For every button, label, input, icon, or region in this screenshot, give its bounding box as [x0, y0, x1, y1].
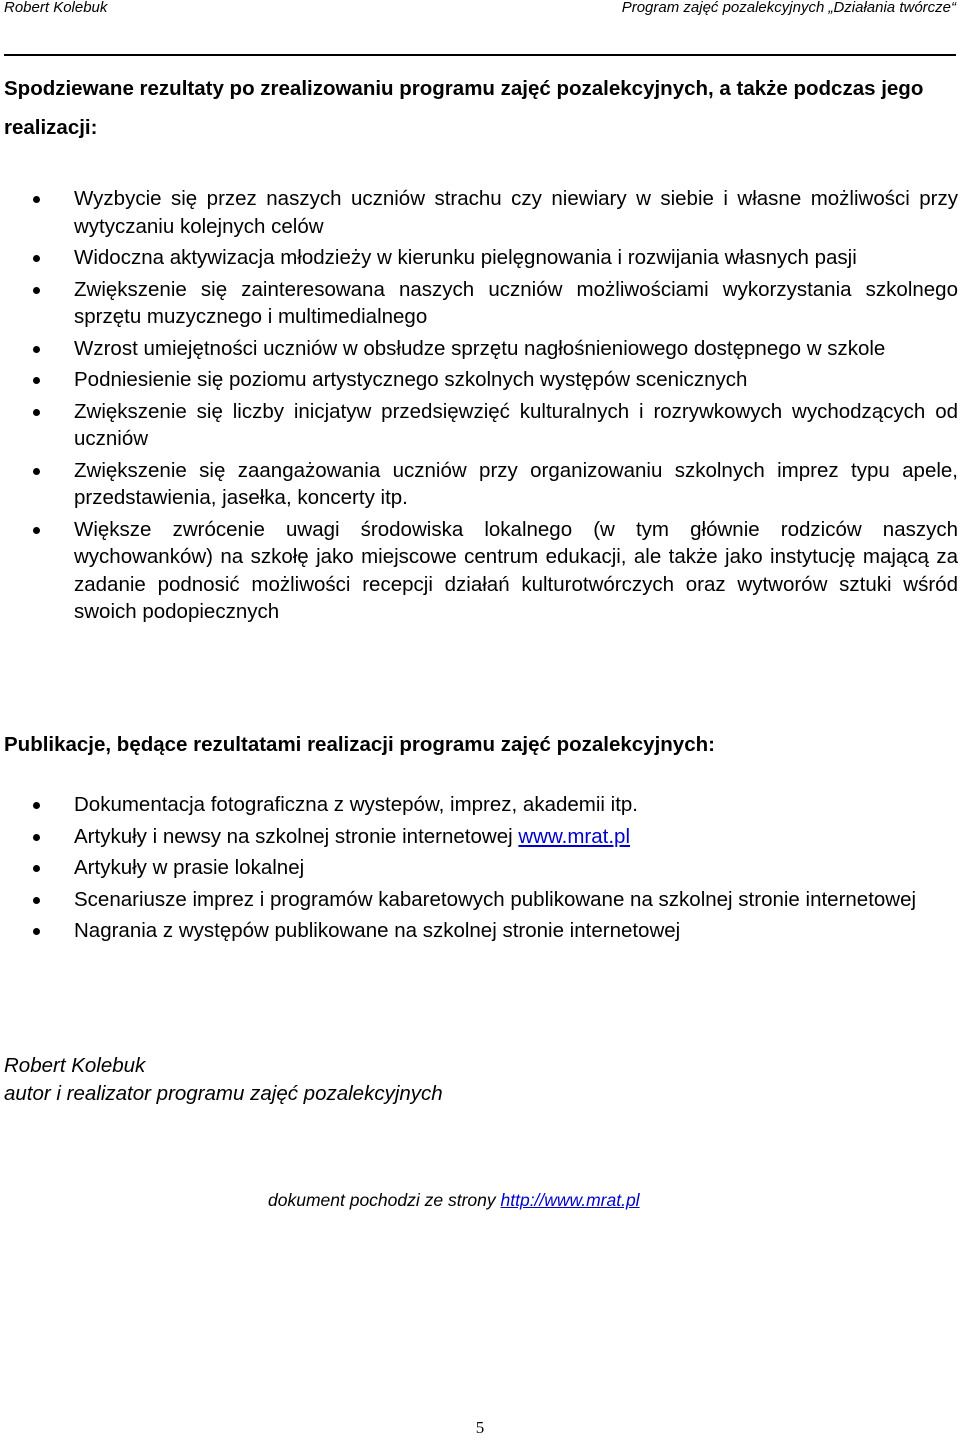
list-item: [30, 791, 958, 819]
source-note-text: dokument pochodzi ze strony: [268, 1190, 501, 1210]
publications-list: [30, 791, 958, 949]
bullet-icon: [33, 527, 40, 534]
list-item: [30, 244, 958, 272]
page-number: 5: [475, 1418, 485, 1437]
list-item-text: Widoczna aktywizacja młodzieży w kierunku pielęgnowania i rozwijania własnych pasji: [74, 246, 857, 269]
list-item: [30, 854, 958, 882]
list-item-text: Większe zwrócenie uwagi środowiska lokalnego (w tym głównie rodziców naszych wychowanków) na szkołę jako miejscowe centrum edukacji, ale także jako instytucję mającą za zadanie podnosić możliwości recepcji działań kulturotwórczych oraz wytworów sztuki wśród swoich podopiecznych: [74, 517, 958, 623]
signature-role: autor i realizator programu zajęć pozalekcyjnych: [4, 1082, 443, 1105]
header-author: Robert Kolebuk: [4, 0, 108, 16]
source-note: [268, 1188, 640, 1212]
list-item: [30, 886, 958, 914]
list-item-text: Wzrost umiejętności uczniów w obsłudze sprzętu nagłośnieniowego dostępnego w szkole: [74, 336, 886, 360]
signature-block: [4, 1052, 443, 1108]
list-item: [30, 366, 958, 394]
list-item-text: Nagrania z występów publikowane na szkolnej stronie internetowej: [74, 919, 681, 942]
source-link[interactable]: http://www.mrat.pl: [500, 1190, 640, 1210]
list-item: [30, 516, 958, 626]
list-item-text: Zwiększenie się zainteresowana naszych uczniów możliwościami wykorzystania szkolnego sprzętu muzycznego i multimedialnego: [74, 277, 958, 328]
bullet-icon: [33, 255, 40, 262]
list-item-text: Artykuły w prasie lokalnej: [74, 856, 305, 879]
school-website-link[interactable]: www.mrat.pl: [518, 824, 631, 848]
results-list: [30, 185, 958, 630]
bullet-icon: [33, 928, 40, 935]
list-item: [30, 335, 958, 363]
list-item-text: Dokumentacja fotograficzna z wystepów, imprez, akademii itp.: [74, 793, 639, 816]
bullet-icon: [33, 897, 40, 904]
list-item-text: Artykuły i newsy na szkolnej stronie internetowej: [74, 824, 519, 848]
section-heading-publications: Publikacje, będące rezultatami realizacji programu zajęć pozalekcyjnych:: [4, 733, 715, 756]
bullet-icon: [33, 834, 40, 841]
list-item-text: Zwiększenie się zaangażowania uczniów przy organizowaniu szkolnych imprez typu apele, przedstawienia, jasełka, koncerty itp.: [74, 458, 958, 509]
list-item: [30, 185, 958, 240]
list-item-text: Wyzbycie się przez naszych uczniów strachu czy niewiary w siebie i własne możliwości przy wytyczaniu kolejnych celów: [74, 187, 958, 238]
bullet-icon: [33, 346, 40, 353]
list-item: [30, 276, 958, 331]
bullet-icon: [33, 409, 40, 416]
list-item-text: Zwiększenie się liczby inicjatyw przedsięwzięć kulturalnych i rozrywkowych wychodzących od uczniów: [74, 399, 958, 450]
list-item-text: Podniesienie się poziomu artystycznego szkolnych występów scenicznych: [74, 368, 748, 391]
bullet-icon: [33, 196, 40, 203]
list-item: [30, 457, 958, 512]
list-item: [30, 823, 958, 851]
list-item: [30, 917, 958, 945]
bullet-icon: [33, 287, 40, 294]
signature-name: Robert Kolebuk: [4, 1054, 146, 1077]
section-heading-results: Spodziewane rezultaty po zrealizowaniu programu zajęć pozalekcyjnych, a także podczas jego realizacji:: [4, 77, 924, 139]
bullet-icon: [33, 802, 40, 809]
list-item: [30, 398, 958, 453]
bullet-icon: [33, 865, 40, 872]
header-divider: [4, 54, 956, 56]
header-program-title: Program zajęć pozalekcyjnych „Działania twórcze“: [621, 0, 956, 16]
page-header: [4, 0, 956, 20]
bullet-icon: [33, 468, 40, 475]
list-item-text: Scenariusze imprez i programów kabaretowych publikowane na szkolnej stronie internetowej: [74, 887, 917, 911]
bullet-icon: [33, 377, 40, 384]
